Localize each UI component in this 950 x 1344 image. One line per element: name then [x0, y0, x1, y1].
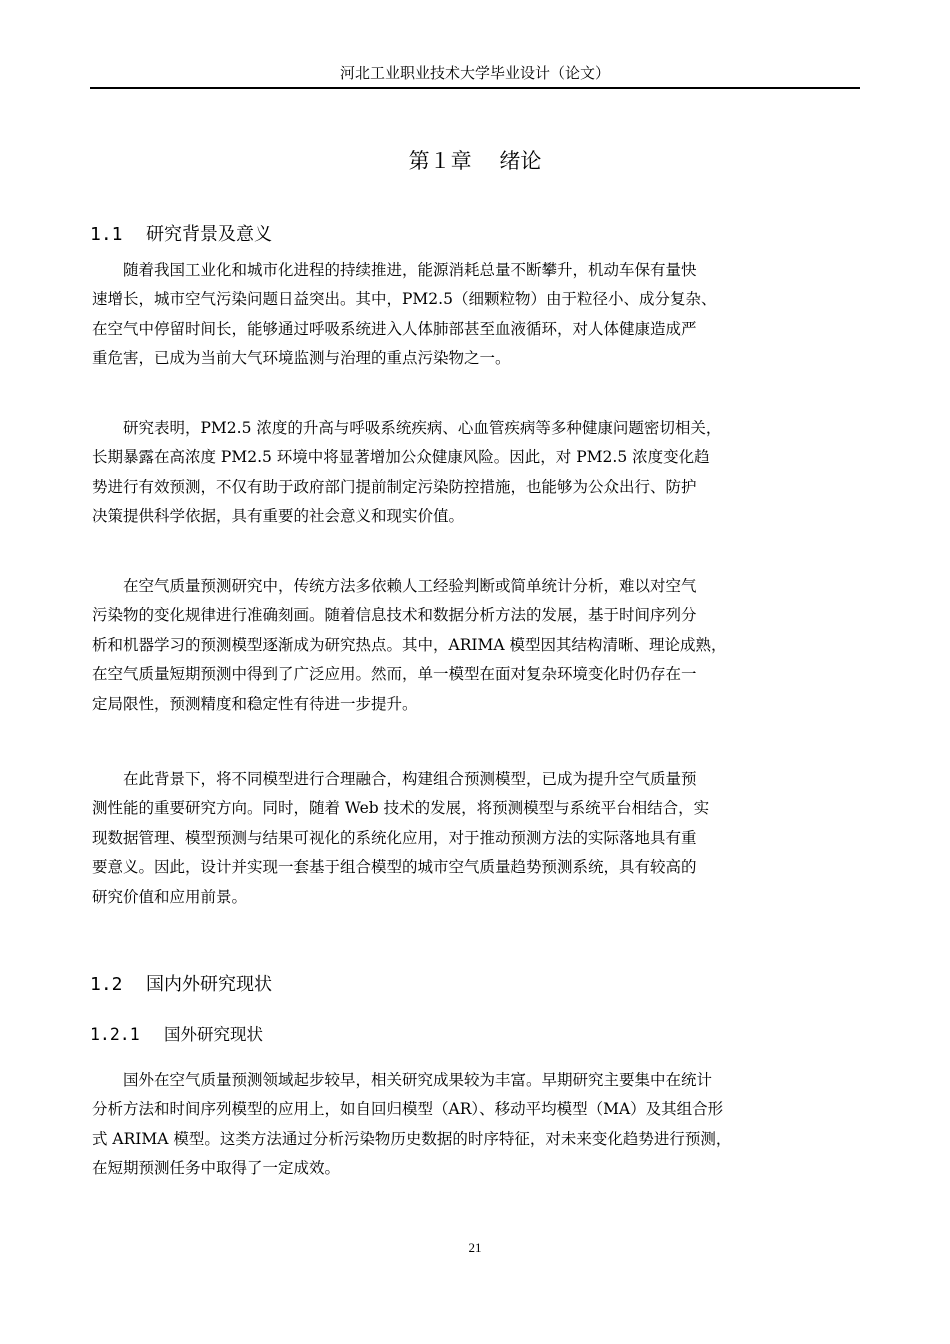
text-line: 在空气中停留时间长，能够通过呼吸系统进入人体肺部甚至血液循环，对人体健康造成严 [92, 319, 697, 338]
text-line: 分析方法和时间序列模型的应用上，如自回归模型（AR）、移动平均模型（MA）及其组合形 [92, 1100, 724, 1119]
text-line: 决策提供科学依据，具有重要的社会意义和现实价值。 [92, 507, 465, 526]
text-line: 测性能的重要研究方向。同时，随着 Web 技术的发展，将预测模型与系统平台相结合，实 [92, 799, 710, 818]
text-line: 速增长，城市空气污染问题日益突出。其中，PM2.5（细颗粒物）由于粒径小、成分复杂、 [92, 290, 717, 309]
page-number: 21 [468, 1240, 482, 1255]
section-title: 国内外研究现状 [146, 974, 272, 995]
section-title: 研究背景及意义 [146, 224, 272, 245]
text-line: 在短期预测任务中取得了一定成效。 [92, 1159, 341, 1178]
body-paragraph [92, 414, 862, 532]
text-line: 式 ARIMA 模型。这类方法通过分析污染物历史数据的时序特征，对未来变化趋势进行预测， [92, 1129, 732, 1148]
body-paragraph [92, 1066, 862, 1184]
chapter-title: 第１章 绪论 [408, 149, 542, 173]
text-line: 污染物的变化规律进行准确刻画。随着信息技术和数据分析方法的发展，基于时间序列分 [92, 606, 697, 625]
running-header: 河北工业职业技术大学毕业设计（论文） [339, 64, 610, 82]
section-number: 1.2 [90, 974, 123, 995]
section-heading-1-1 [90, 220, 272, 250]
header-rule [90, 87, 860, 89]
body-paragraph [92, 572, 862, 719]
text-line: 在空气质量预测研究中，传统方法多依赖人工经验判断或简单统计分析，难以对空气 [123, 577, 697, 595]
text-line: 国外在空气质量预测领域起步较早，相关研究成果较为丰富。早期研究主要集中在统计 [123, 1071, 713, 1089]
text-line: 随着我国工业化和城市化进程的持续推进，能源消耗总量不断攀升，机动车保有量快 [123, 261, 697, 279]
text-line: 在空气质量短期预测中得到了广泛应用。然而，单一模型在面对复杂环境变化时仍存在一 [92, 665, 697, 684]
body-paragraph [92, 765, 862, 912]
text-line: 重危害，已成为当前大气环境监测与治理的重点污染物之一。 [92, 349, 511, 368]
text-line: 长期暴露在高浓度 PM2.5 环境中将显著增加公众健康风险。因此，对 PM2.5 浓度变化趋 [92, 448, 710, 467]
section-number: 1.1 [90, 224, 123, 245]
text-line: 要意义。因此，设计并实现一套基于组合模型的城市空气质量趋势预测系统，具有较高的 [92, 858, 697, 877]
subsection-title: 国外研究现状 [164, 1025, 263, 1044]
subsection-heading-1-2-1 [90, 1021, 263, 1049]
text-line: 定局限性，预测精度和稳定性有待进一步提升。 [92, 694, 418, 713]
text-line: 现数据管理、模型预测与结果可视化的系统化应用，对于推动预测方法的实际落地具有重 [92, 828, 697, 847]
subsection-number: 1.2.1 [90, 1025, 140, 1044]
body-paragraph [92, 256, 862, 374]
text-line: 势进行有效预测，不仅有助于政府部门提前制定污染防控措施，也能够为公众出行、防护 [92, 477, 697, 496]
text-line: 研究表明，PM2.5 浓度的升高与呼吸系统疾病、心血管疾病等多种健康问题密切相关， [123, 419, 722, 437]
text-line: 研究价值和应用前景。 [92, 887, 248, 906]
section-heading-1-2 [90, 970, 272, 1000]
text-line: 在此背景下，将不同模型进行合理融合，构建组合预测模型，已成为提升空气质量预 [123, 770, 697, 788]
text-line: 析和机器学习的预测模型逐渐成为研究热点。其中，ARIMA 模型因其结构清晰、理论成熟， [92, 635, 727, 654]
